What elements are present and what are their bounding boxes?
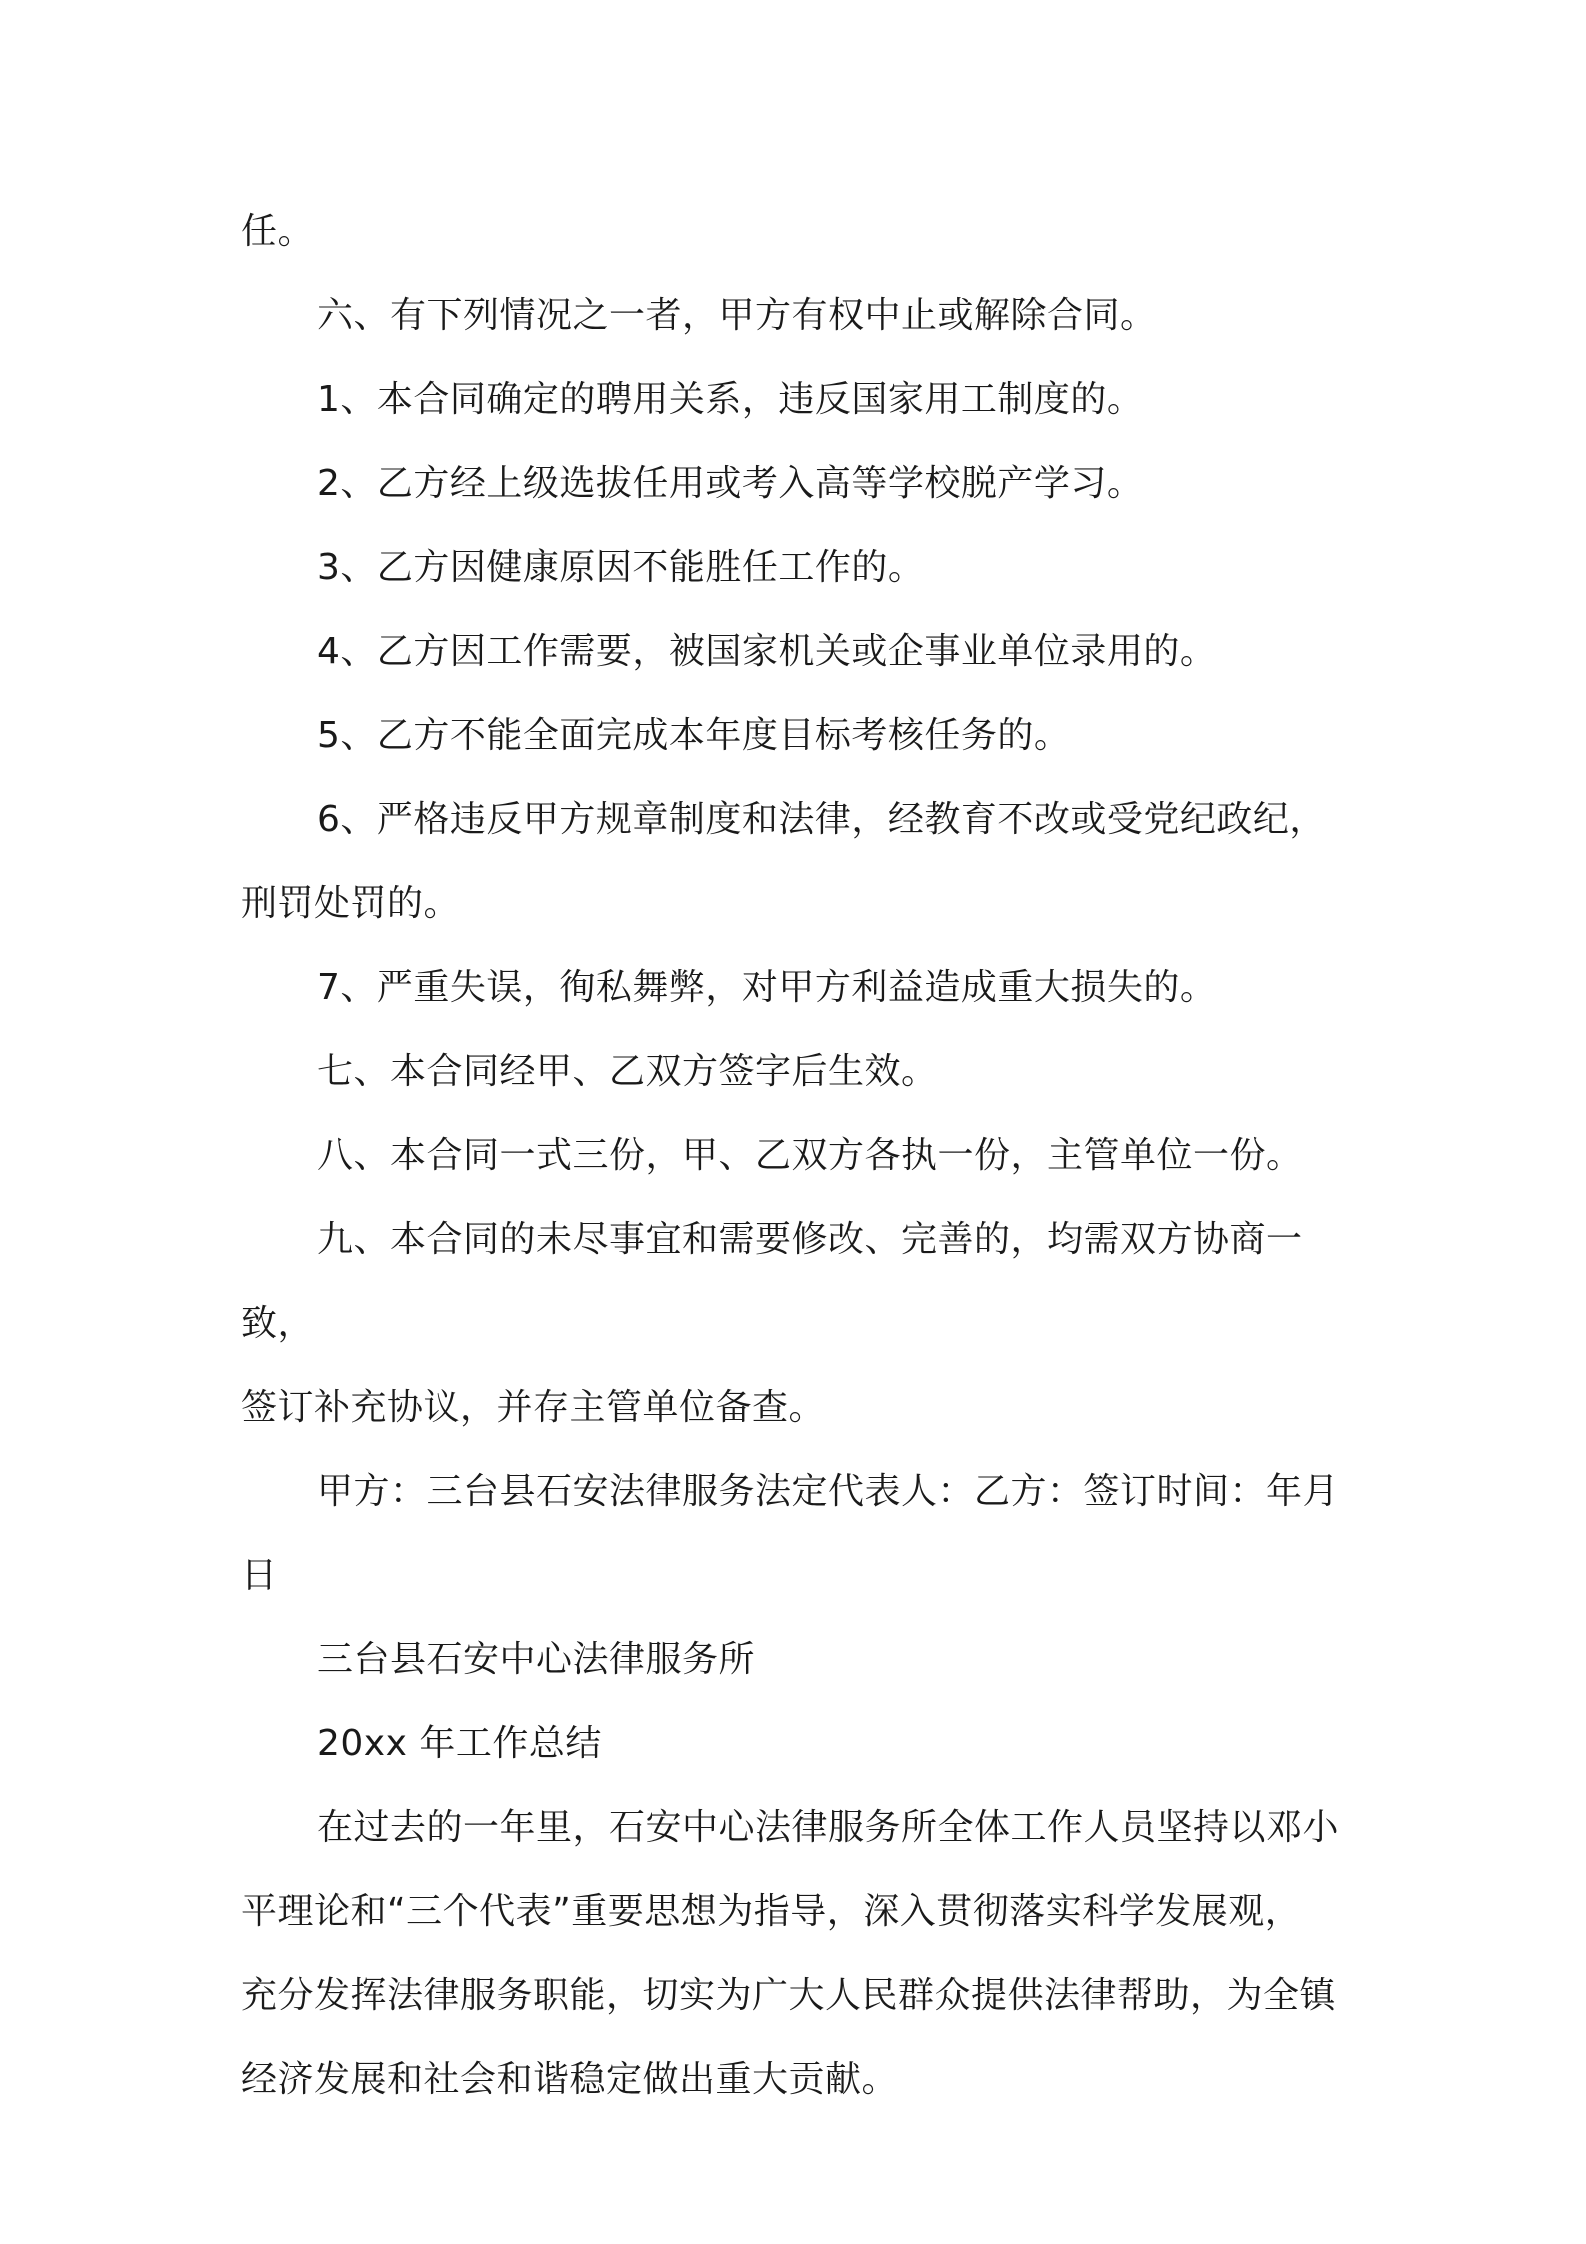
text-line: 刑罚处罚的。: [241, 883, 461, 924]
text-line: 甲方：三台县石安法律服务法定代表人：乙方：签订时间：年月: [317, 1471, 1340, 1512]
text-line: 平理论和“三个代表”重要思想为指导，深入贯彻落实科学发展观，: [241, 1891, 1302, 1932]
text-line: 经济发展和社会和谐稳定做出重大贡献。: [241, 2059, 899, 2100]
text-line: 七、本合同经甲、乙双方签字后生效。: [317, 1051, 938, 1092]
text-line: 1、本合同确定的聘用关系，违反国家用工制度的。: [317, 379, 1144, 420]
text-line: 九、本合同的未尽事宜和需要修改、完善的，均需双方协商一致，: [241, 1219, 1303, 1344]
text-line: 20xx 年工作总结: [317, 1723, 602, 1764]
document-body: [241, 190, 1361, 2122]
text-line: 八、本合同一式三份，甲、乙双方各执一份，主管单位一份。: [317, 1135, 1303, 1176]
text-line: 3、乙方因健康原因不能胜任工作的。: [317, 547, 925, 588]
text-line: 任。: [241, 211, 315, 252]
text-line: 4、乙方因工作需要，被国家机关或企事业单位录用的。: [317, 631, 1217, 672]
text-line: 签订补充协议，并存主管单位备查。: [241, 1387, 826, 1428]
text-line: 在过去的一年里，石安中心法律服务所全体工作人员坚持以邓小: [317, 1807, 1340, 1848]
text-line: 5、乙方不能全面完成本年度目标考核任务的。: [317, 715, 1071, 756]
text-line: 六、有下列情况之一者，甲方有权中止或解除合同。: [317, 295, 1157, 336]
text-line: 充分发挥法律服务职能，切实为广大人民群众提供法律帮助，为全镇: [241, 1975, 1337, 2016]
text-line: 6、严格违反甲方规章制度和法律，经教育不改或受党纪政纪，: [317, 799, 1326, 840]
text-line: 三台县石安中心法律服务所: [317, 1639, 756, 1680]
text-line: 7、严重失误，徇私舞弊，对甲方利益造成重大损失的。: [317, 967, 1217, 1008]
text-line: 日: [241, 1555, 278, 1596]
text-line: 2、乙方经上级选拔任用或考入高等学校脱产学习。: [317, 463, 1144, 504]
